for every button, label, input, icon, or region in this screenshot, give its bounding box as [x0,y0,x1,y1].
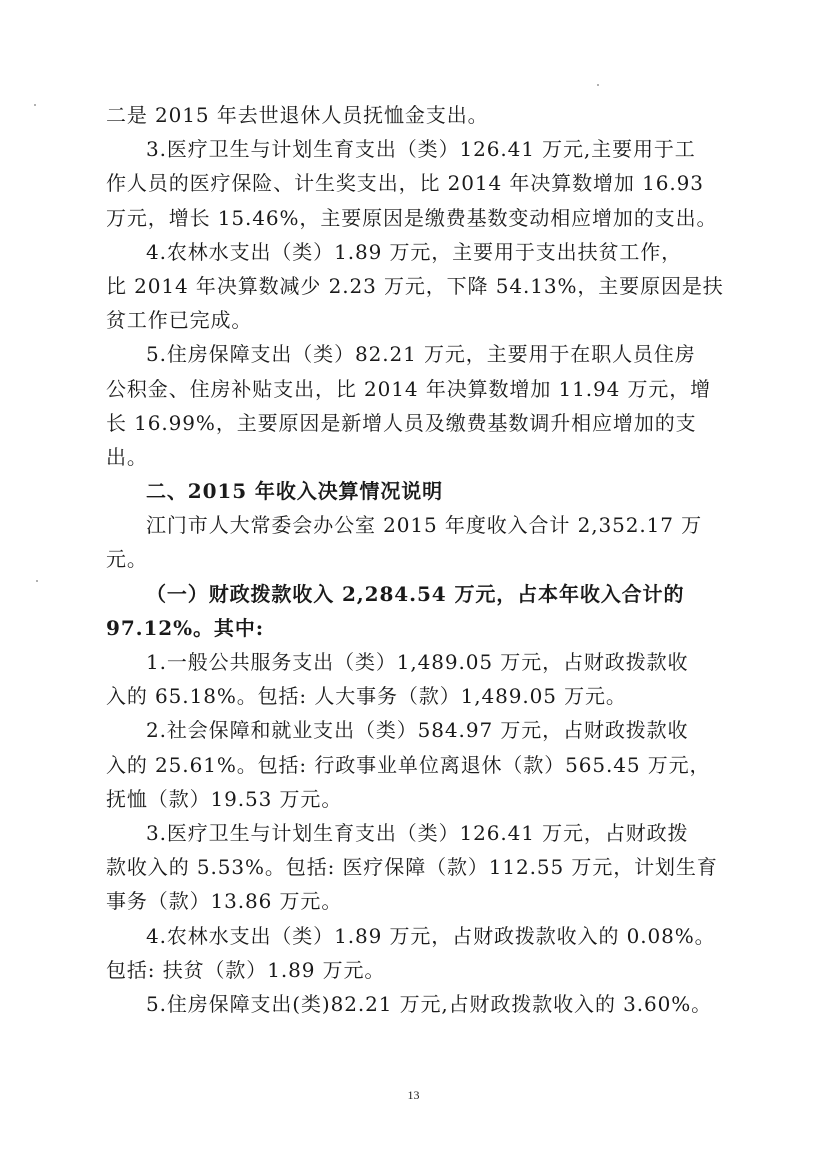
text-line-6: 比 2014 年决算数减少 2.23 万元，下降 54.13%，主要原因是扶 [106,273,724,298]
text-line-21: 抚恤（款）19.53 万元。 [106,786,343,811]
text-line-8: 5.住房保障支出（类）82.21 万元，主要用于在职人员住房 [146,342,696,367]
text-line-20: 入的 25.61%。包括: 行政事业单位离退休（款）565.45 万元， [106,752,711,777]
text-line-11: 出。 [106,444,148,469]
page-number: 13 [407,1088,420,1102]
scan-speck [36,580,38,582]
scan-speck [597,84,599,86]
text-line-27: 5.住房保障支出(类)82.21 万元,占财政拨款收入的 3.60%。 [146,991,713,1016]
text-line-9: 公积金、住房补贴支出，比 2014 年决算数增加 11.94 万元，增 [106,376,712,401]
text-line-4: 万元，增长 15.46%，主要原因是缴费基数变动相应增加的支出。 [106,205,718,230]
document-body [106,98,722,1021]
text-line-10: 长 16.99%，主要原因是新增人员及缴费基数调升相应增加的支 [106,410,697,435]
text-line-19: 2.社会保障和就业支出（类）584.97 万元，占财政拨款收 [146,718,689,743]
subsection-heading-cont: 97.12%。其中: [106,615,265,640]
text-line-5: 4.农林水支出（类）1.89 万元，主要用于支出扶贫工作， [146,239,683,264]
text-line-1: 二是 2015 年去世退休人员抚恤金支出。 [106,103,489,127]
text-line-3: 作人员的医疗保险、计生奖支出，比 2014 年决算数增加 16.93 [106,171,704,196]
text-line-7: 贫工作已完成。 [106,308,253,333]
text-line-17: 1.一般公共服务支出（类）1,489.05 万元，占财政拨款收 [146,650,689,674]
text-line-25: 4.农林水支出（类）1.89 万元，占财政拨款收入的 0.08%。 [146,923,716,948]
section-heading: 二、2015 年收入决算情况说明 [146,479,444,504]
text-line-26: 包括: 扶贫（款）1.89 万元。 [106,957,386,982]
text-line-23: 款收入的 5.53%。包括: 医疗保障（款）112.55 万元，计划生育 [106,855,718,880]
text-line-2: 3.医疗卫生与计划生育支出（类）126.41 万元,主要用于工 [146,137,696,162]
subsection-heading: （一）财政拨款收入 2,284.54 万元，占本年收入合计的 [146,581,685,606]
text-line-13: 江门市人大常委会办公室 2015 年度收入合计 2,352.17 万 [146,513,702,538]
text-line-18: 入的 65.18%。包括: 人大事务（款）1,489.05 万元。 [106,684,627,709]
text-line-24: 事务（款）13.86 万元。 [106,889,343,914]
scan-speck [34,104,36,106]
text-line-14: 元。 [106,547,148,572]
text-line-22: 3.医疗卫生与计划生育支出（类）126.41 万元，占财政拨 [146,820,689,845]
